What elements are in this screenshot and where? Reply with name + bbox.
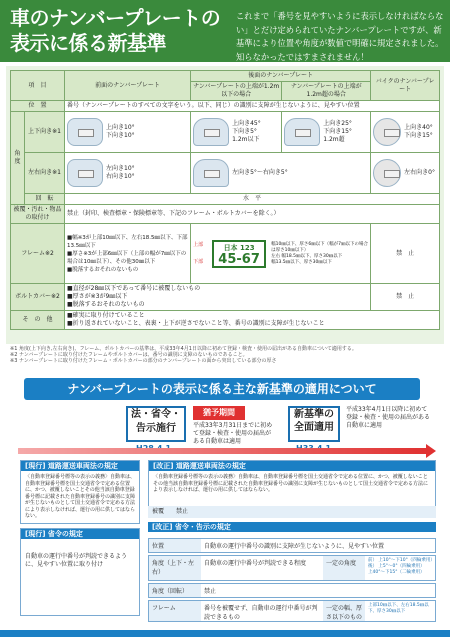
rule-rotate-value: 禁止 bbox=[204, 588, 217, 595]
footnote-2: ※2 ナンバープレートに取り付けたフレームやボルトカバーは、番号の識別に支障のないものであること。 bbox=[10, 352, 248, 358]
col-bike: バイクのナンバープレート bbox=[371, 71, 440, 101]
spec-table bbox=[10, 70, 440, 330]
current-ord-body: 自動車の運行中番号が判読できるように、見やすい位置に取り付け bbox=[25, 553, 128, 568]
current-ord-card bbox=[20, 528, 140, 616]
plate-note-side: 左右 幅18.5㎜以下、厚さ30㎜以下 bbox=[271, 253, 343, 259]
revised-ord-header bbox=[148, 522, 436, 536]
rule-position-key: 位置 bbox=[149, 539, 201, 552]
plate-region: 日本 123 bbox=[223, 243, 255, 252]
rear-low-up-cell: 上向き45° 下向き5° 1.2m以下 bbox=[191, 112, 282, 153]
row-frame: フレーム※2 bbox=[11, 224, 65, 284]
rule-frame bbox=[148, 600, 436, 622]
grace-text: 平成33年3月31日までに初めて登録・検査・使用の届出がある自動車は適用 bbox=[193, 422, 273, 445]
other-text: ■確実に取り付けていること ■折り返されていないこと、表裏・上下が逆さでないこと等、番号の識別に支障が生じないこと bbox=[65, 311, 440, 330]
intro-text: これまで「番号を見やすいように表示しなければならない」とだけ定められていたナンバープレートですが、新基準により位置や角度が数値で明確に規定されました。知らなかったではすまされません！ bbox=[236, 11, 444, 62]
front-up-cell: 上向き10° 下向き10° bbox=[65, 112, 191, 153]
plate-number: 45-67 bbox=[218, 251, 260, 267]
section-banner: ナンバープレートの表示に係る主な新基準の適用について bbox=[24, 378, 420, 400]
col-rear-low: ナンバープレートの上端が1.2m以下の場合 bbox=[191, 82, 282, 101]
car-rear-side-icon bbox=[193, 118, 229, 146]
timeline bbox=[18, 404, 432, 452]
plate-top-label: 上部 bbox=[193, 241, 204, 248]
rule-angle bbox=[148, 555, 436, 581]
grace-label: 猶予期間 bbox=[193, 406, 245, 420]
revised-ord-rows bbox=[148, 538, 436, 624]
row-bolt: ボルトカバー※2 bbox=[11, 284, 65, 311]
revised-law-title: [改正] 道路運送車両法の規定 bbox=[149, 461, 435, 471]
timeline-arrow bbox=[18, 448, 428, 454]
car-side-icon bbox=[67, 118, 103, 146]
rear-high-up-cell: 上向き25° 下向き15° 1.2m超 bbox=[282, 112, 371, 153]
footnote-1: ※1 角度(上下向き,左右向き)、フレーム、ボルトカバーの基準は、平成33年4月1日以降に初めて登録・検査・使用の届出がある自動車について適用する。 bbox=[10, 346, 357, 352]
bolt-bike: 禁 止 bbox=[371, 284, 440, 311]
cover-row: 被覆 禁止 bbox=[148, 506, 436, 518]
rule-position bbox=[148, 538, 436, 553]
rotate-text: 水 平 bbox=[65, 194, 440, 205]
current-law-card bbox=[20, 460, 140, 524]
bolt-text: ■直径が28㎜以下であって番号に被覆しないもの ■厚さが※3が9㎜以下 ■脱落するおそれのないもの bbox=[65, 284, 371, 311]
current-law-body: 〈自動車登録番号標等の表示の義務〉自動車は、自動車登録番号標を国土交通省令で定める位置に、かつ、被覆しないことその他当該自動車登録番号標に記載された自動車登録番号の識別に支障が生じないものとして国土交通省令で定める方法により表示しなければ、運行の用に供してはならない。 bbox=[25, 474, 136, 519]
row-angle: 角度 bbox=[11, 112, 25, 205]
rule-frame-key: フレーム bbox=[149, 601, 201, 621]
row-other: そ の 他 bbox=[11, 311, 65, 330]
truck-side-icon bbox=[284, 118, 320, 146]
row-rotate: 回 転 bbox=[25, 194, 65, 205]
frame-bike: 禁 止 bbox=[371, 224, 440, 284]
new-full-box: 新基準の 全面適用 bbox=[288, 406, 340, 442]
car-top-rear-icon bbox=[193, 159, 229, 187]
revised-law-body: 〈自動車登録番号標等の表示の義務〉自動車は、自動車登録番号標を国土交通省令で定める位置に、かつ、被覆しないことその他当該自動車登録番号標に記載された自動車登録番号の識別に支障が生じないものとして国土交通省令で定める方法により表示しなければ、運行の用に供してはならない。 bbox=[153, 474, 429, 493]
cover-text: 禁止（封印、検査標章・保険標章等、下記のフレーム・ボルトカバーを除く。） bbox=[65, 205, 440, 224]
row-cover: 被覆・汚れ・物品の取付け bbox=[11, 205, 65, 224]
rule-frame-value: 番号を被覆せず、自動車の運行中番号が判読できるもの bbox=[204, 605, 318, 621]
rule-angle-spec: 前） 上10°〜下10°（四輪乗用） 後） 上5°〜0°（四輪乗用） 上40°〜下15°（二輪乗用） bbox=[368, 558, 435, 575]
rule-rotate bbox=[148, 583, 436, 598]
current-ord-title: [現行] 省令の規定 bbox=[21, 529, 139, 539]
current-law-title: [現行] 道路運送車両法の規定 bbox=[21, 461, 139, 471]
rule-position-value: 自動車の運行中番号の識別に支障が生じないように、見やすい位置 bbox=[204, 543, 385, 550]
plate-note-bottom: 幅13.5㎜以下、厚さ30㎜以下 bbox=[271, 259, 332, 265]
front-lr-cell: 左向き10° 右向き10° bbox=[65, 153, 191, 194]
new-full-text: 平成33年4月1日以降に初めて登録・検査・使用の届出がある自動車に適用 bbox=[346, 406, 431, 429]
col-item: 項 目 bbox=[11, 71, 65, 101]
bike-lr-cell: 左右向き0° bbox=[371, 153, 440, 194]
footnotes bbox=[10, 346, 440, 364]
row-up: 上下向き※1 bbox=[25, 112, 65, 153]
rule-frame-spec: 上部10㎜以下、左右18.5㎜以下、厚さ30㎜以下 bbox=[368, 603, 429, 614]
footer-bar bbox=[0, 630, 450, 637]
promulgation-box: 法・省令・ 告示施行 bbox=[126, 406, 186, 442]
position-text: 番号（ナンバープレートのすべての文字をいう。以下、同じ）の識別に支障が生じないように、見やすい位置 bbox=[65, 101, 440, 112]
footnote-3: ※3 ナンバープレートに取り付けたフレーム・ボルトカバーの部分のナンバープレートの面から突出している部分の厚さ bbox=[10, 358, 277, 364]
col-rear-group: 後面のナンバープレート bbox=[191, 71, 371, 82]
motorcycle-top-icon bbox=[373, 159, 401, 187]
page-title: 車のナンバープレートの表示に係る新基準 bbox=[10, 6, 221, 55]
rule-frame-grace: 一定の幅、厚さ以下のもの bbox=[323, 601, 365, 621]
col-rear-high: ナンバープレートの上端が1.2m超の場合 bbox=[282, 82, 371, 101]
rule-rotate-key: 角度（回転） bbox=[149, 584, 201, 597]
plate-note-top: 幅10㎜以下、厚さ6㎜以下（幅が7㎜以下の場合は厚さ10㎜以下） bbox=[271, 241, 369, 253]
license-plate bbox=[212, 240, 266, 268]
row-lr: 左右向き※1 bbox=[25, 153, 65, 194]
bike-up-cell: 上向き40° 下向き15° bbox=[371, 112, 440, 153]
rear-lr-cell: 左向き5°〜右向き5° bbox=[191, 153, 371, 194]
revised-ord-title: [改正] 省令・告示の規定 bbox=[148, 522, 436, 532]
motorcycle-side-icon bbox=[373, 118, 401, 146]
plate-diagram bbox=[191, 224, 371, 284]
plate-bottom-label: 下部 bbox=[193, 258, 204, 265]
row-position: 位 置 bbox=[11, 101, 65, 112]
frame-text: ■幅※3が上部10㎜以下、左右18.5㎜以下、下部13.5㎜以下 ■厚さ※3が上部6㎜以下（上部の幅が7㎜以下の場合は10㎜以下）、その他30㎜以下 ■脱落するおそれのないもの bbox=[65, 224, 191, 284]
col-front: 前面のナンバープレート bbox=[65, 71, 191, 101]
rule-angle-key: 角度（上下・左右） bbox=[149, 556, 201, 580]
car-top-icon bbox=[67, 159, 103, 187]
rule-angle-value: 自動車の運行中番号が判読できる程度 bbox=[204, 560, 307, 567]
rule-angle-grace: 一定の角度 bbox=[323, 556, 365, 580]
